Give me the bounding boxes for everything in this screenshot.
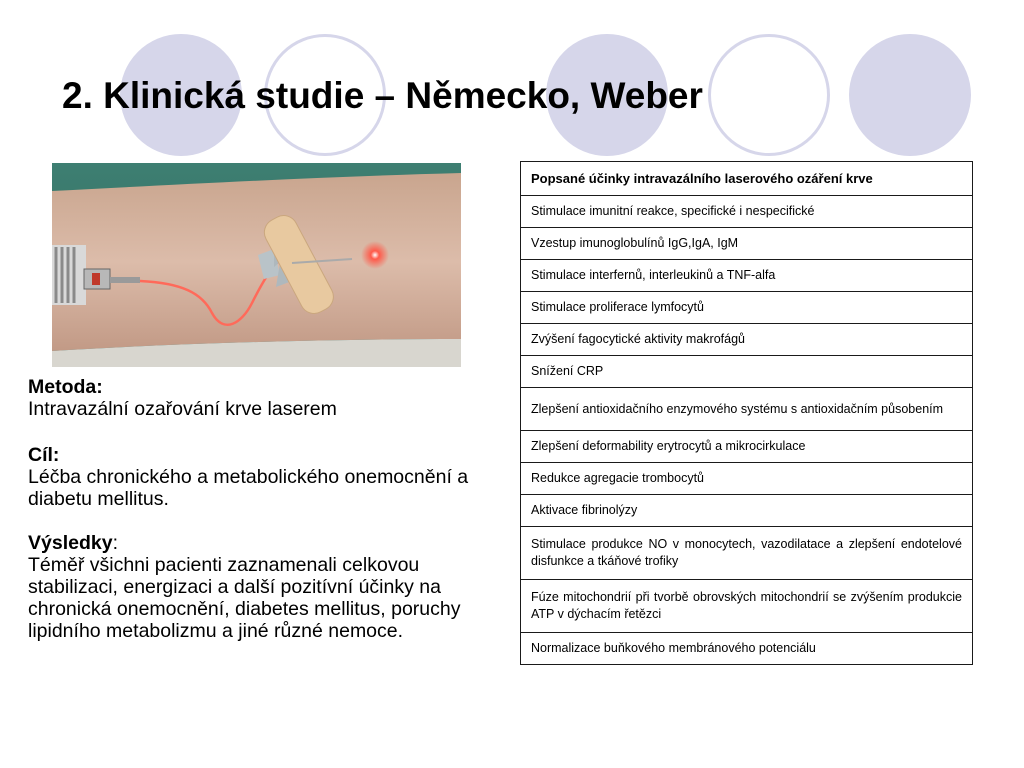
laser-catheter-arm-photo	[52, 163, 461, 367]
table-row: Stimulace proliferace lymfocytů	[521, 292, 973, 324]
vysledky-text: Téměř všichni pacienti zaznamenali celkovou stabilizaci, energizaci a další pozitívní účinky na chronická onemocnění, diabetes mellitus, poruchy lipidního metabolizmu a jiné různé nemoce.	[28, 554, 461, 642]
table-row: Normalizace buňkového membránového potenciálu	[521, 633, 973, 665]
table-row: Aktivace fibrinolýzy	[521, 495, 973, 527]
table-row: Zlepšení antioxidačního enzymového systému s antioxidačním působením	[521, 388, 973, 431]
table-row: Zlepšení deformability erytrocytů a mikrocirkulace	[521, 431, 973, 463]
table-row: Stimulace imunitní reakce, specifické i nespecifické	[521, 196, 973, 228]
circle-decoration	[708, 34, 830, 156]
vysledky-colon: :	[112, 532, 118, 554]
vysledky-label: Výsledky	[28, 532, 113, 554]
metoda-text: Intravazální ozařování krve laserem	[28, 398, 337, 420]
circle-decoration	[849, 34, 971, 156]
cil-label: Cíl:	[28, 444, 60, 466]
slide-title: 2. Klinická studie – Německo, Weber	[62, 75, 703, 116]
metoda-label: Metoda:	[28, 376, 103, 398]
cil-text: Léčba chronického a metabolického onemocnění a diabetu mellitus.	[28, 466, 469, 510]
table-row: Fúze mitochondrií při tvorbě obrovských mitochondrií se zvýšením produkcie ATP v dýchacím řetězci	[521, 580, 973, 633]
table-row: Stimulace interfernů, interleukinů a TNF-alfa	[521, 260, 973, 292]
table-row: Zvýšení fagocytické aktivity makrofágů	[521, 324, 973, 356]
table-row: Redukce agregacie trombocytů	[521, 463, 973, 495]
effects-table	[520, 161, 973, 665]
study-summary	[28, 376, 498, 642]
table-row: Vzestup imunoglobulínů IgG,IgA, IgM	[521, 228, 973, 260]
effects-table-header: Popsané účinky intravazálního laserového ozáření krve	[521, 162, 973, 196]
table-row: Stimulace produkce NO v monocytech, vazodilatace a zlepšení endotelové disfunkce a tkáňové trofiky	[521, 527, 973, 580]
table-row: Snížení CRP	[521, 356, 973, 388]
